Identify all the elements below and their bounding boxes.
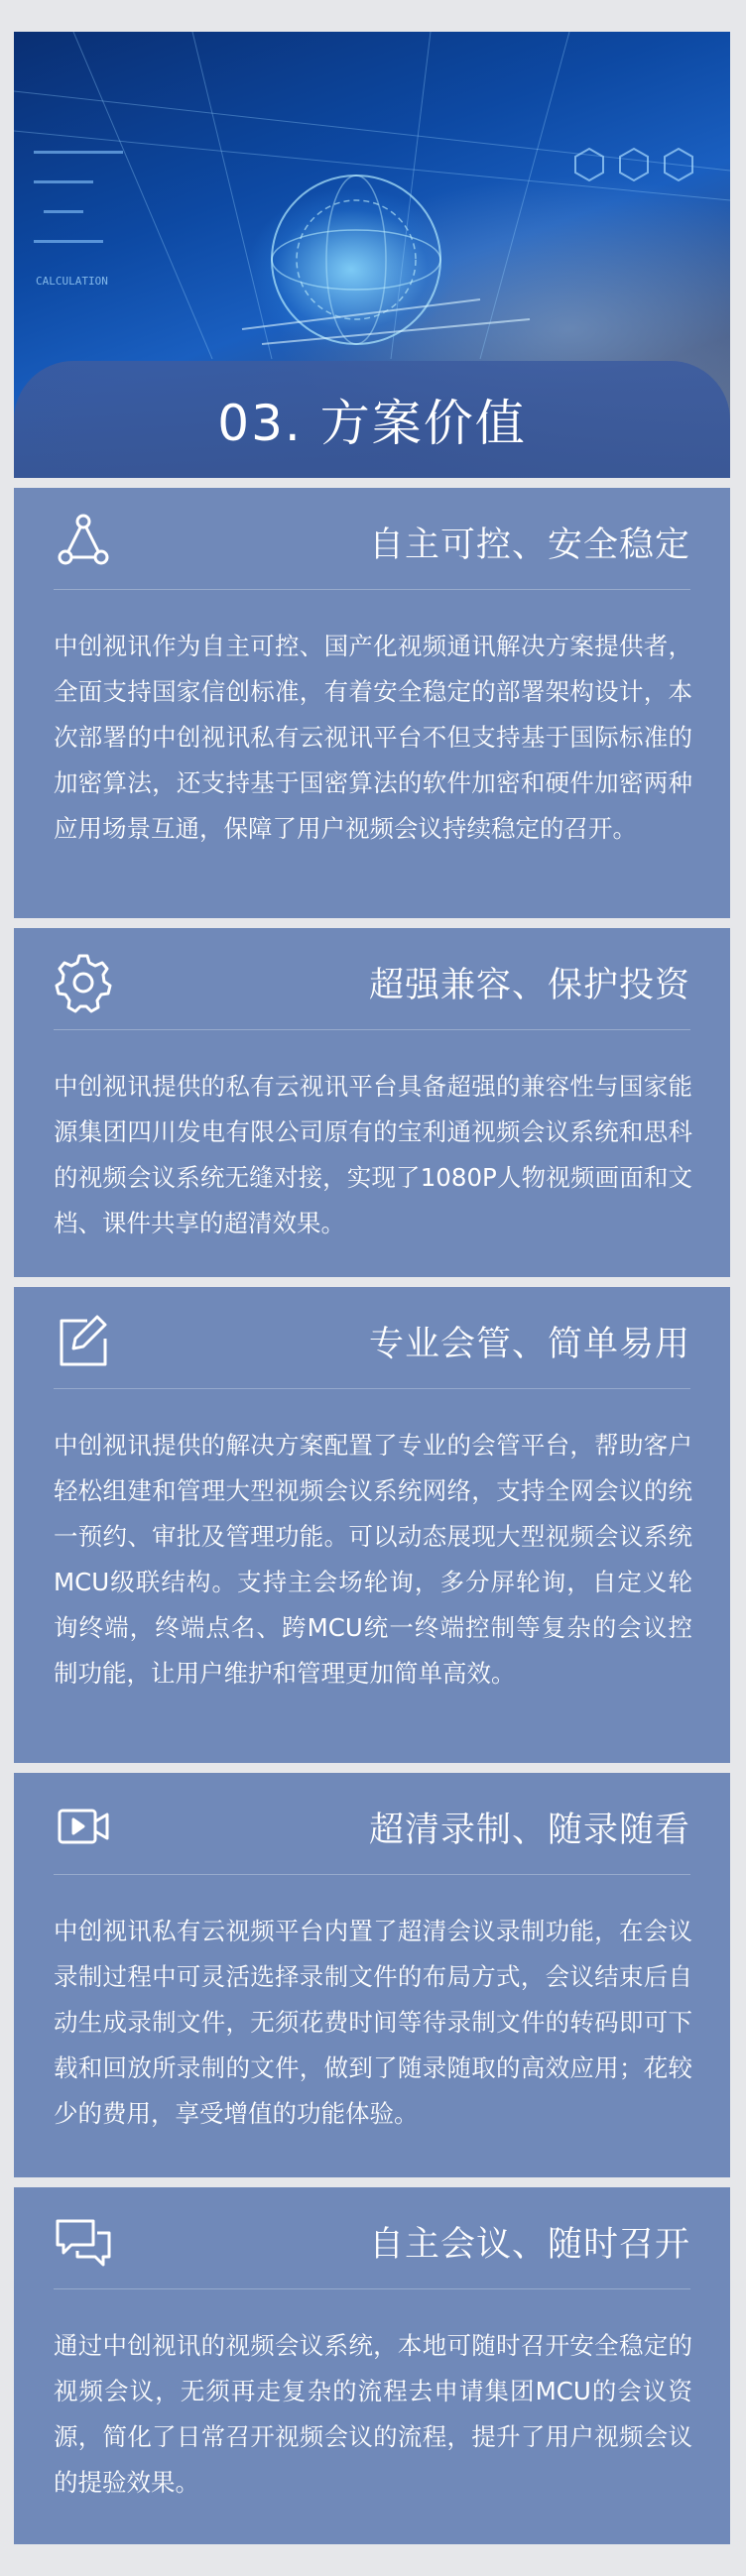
triangle-nodes-icon (52, 510, 115, 573)
card-title: 专业会管、简单易用 (368, 1325, 690, 1364)
card-body: 中创视讯提供的私有云视讯平台具备超强的兼容性与国家能源集团四川发电有限公司原有的宝利通视频会议系统和思科的视频会议系统无缝对接，实现了1080P人物视频画面和文档、课件共享的超清效果。 (54, 1072, 692, 1237)
card-title: 超清录制、随录随看 (368, 1811, 690, 1850)
divider (54, 1388, 690, 1389)
card-body: 中创视讯作为自主可控、国产化视频通讯解决方案提供者，全面支持国家信创标准，有着安全稳定的部署架构设计，本次部署的中创视讯私有云视讯平台不但支持基于国际标准的加密算法，还支持基于国密算法的软件加密和硬件加密两种应用场景互通，保障了用户视频会议持续稳定的召开。 (54, 632, 692, 843)
hero-banner (14, 32, 730, 478)
divider (54, 2288, 690, 2289)
card-title: 自主会议、随时召开 (368, 2225, 690, 2265)
divider (54, 589, 690, 590)
value-card-compatibility (14, 928, 730, 1277)
divider (54, 1874, 690, 1875)
card-title: 自主可控、安全稳定 (368, 526, 690, 565)
value-card-meetings (14, 2187, 730, 2544)
divider (54, 1029, 690, 1030)
card-title: 超强兼容、保护投资 (368, 966, 690, 1005)
video-camera-icon (52, 1795, 115, 1858)
card-body: 中创视讯提供的解决方案配置了专业的会管平台，帮助客户轻松组建和管理大型视频会议系统网络，支持全网会议的统一预约、审批及管理功能。可以动态展现大型视频会议系统MCU级联结构。支持主会场轮询，多分屏轮询，自定义轮询终端，终端点名、跨MCU统一终端控制等复杂的会议控制功能，让用户维护和管理更加简单高效。 (54, 1431, 692, 1688)
section-title: 03. 方案价值 (217, 395, 527, 452)
value-card-recording (14, 1773, 730, 2177)
card-body: 通过中创视讯的视频会议系统，本地可随时召开安全稳定的视频会议，无须再走复杂的流程去申请集团MCU的会议资源，简化了日常召开视频会议的流程，提升了用户视频会议的提验效果。 (54, 2331, 692, 2497)
section-title-band (14, 361, 730, 478)
card-body: 中创视讯私有云视频平台内置了超清会议录制功能，在会议录制过程中可灵活选择录制文件的布局方式，会议结束后自动生成录制文件，无须花费时间等待录制文件的转码即可下载和回放所录制的文件，做到了随录随取的高效应用；花较少的费用，享受增值的功能体验。 (54, 1917, 692, 2128)
value-card-security (14, 488, 730, 918)
value-card-management (14, 1287, 730, 1763)
chat-bubbles-icon (52, 2209, 115, 2273)
edit-icon (52, 1309, 115, 1372)
gear-icon (52, 950, 115, 1013)
hero-overlay-text: CALCULATION (36, 275, 108, 288)
